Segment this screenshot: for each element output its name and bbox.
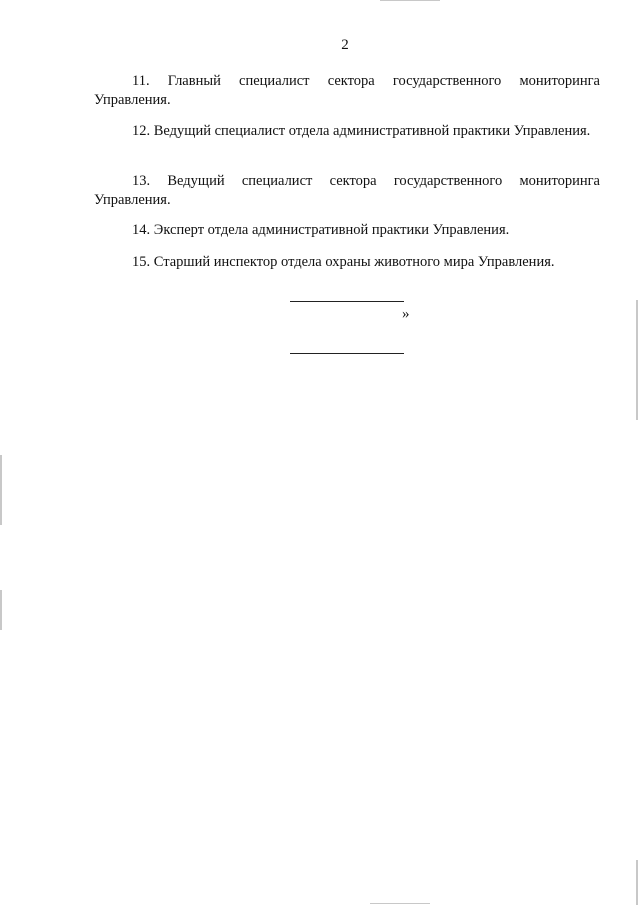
scan-edge-mark [0,590,2,630]
list-item: 14. Эксперт отдела административной практики Управления. [132,222,510,238]
list-item: 12. Ведущий специалист отдела административной практики Управления. [132,123,591,139]
page-number: 2 [341,37,349,53]
list-item: 13. Ведущий специалист сектора государственного мониторинга Управления. [94,173,600,208]
scan-edge-mark [0,455,2,525]
scan-edge-mark [636,860,638,905]
separator-line [290,353,404,354]
scan-edge-mark [636,300,638,420]
separator-line [290,301,404,302]
scan-edge-mark [380,0,440,1]
closing-quote: » [402,306,410,322]
list-item: 11. Главный специалист сектора государственного мониторинга Управления. [94,73,600,108]
scan-edge-mark [370,903,430,904]
list-item: 15. Старший инспектор отдела охраны животного мира Управления. [132,254,555,270]
